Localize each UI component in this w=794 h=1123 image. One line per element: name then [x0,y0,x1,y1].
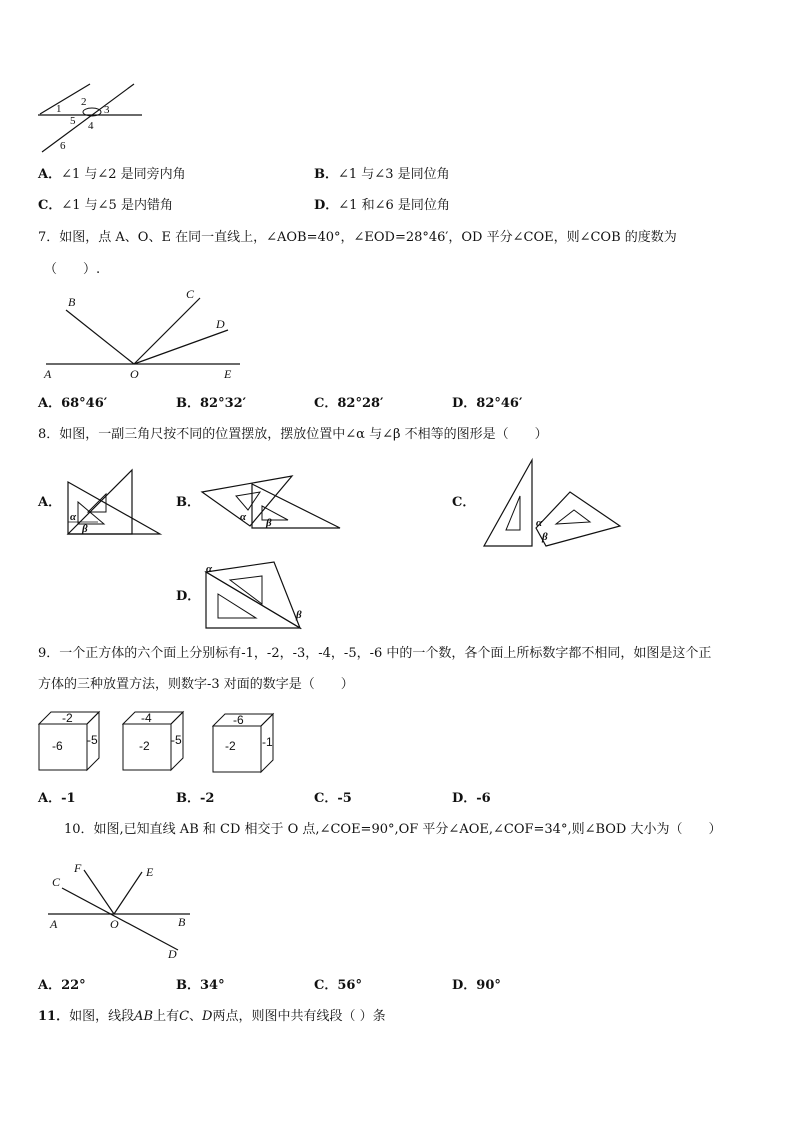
q10-option-a[interactable] [38,978,86,994]
q9-option-b[interactable] [176,791,214,807]
cube-1-front: -6 [52,739,63,753]
q7-label-a: A [44,367,52,381]
q8-figure-d[interactable] [200,558,310,632]
q11-stem [38,1009,386,1025]
option-key: B． [176,791,200,806]
q10-label-b: B [178,915,186,929]
q11-number: 11． [38,1009,70,1024]
q9-option-c[interactable] [314,791,352,807]
beta-label: β [266,517,272,529]
option-text: 56° [337,978,362,993]
q11-var-d: D [202,1009,213,1024]
option-key: A． [38,978,62,993]
q6-label-5: 5 [70,115,76,127]
q10-label-e: E [146,865,154,879]
option-key: C． [314,396,338,411]
cube-1-right: -5 [87,733,98,747]
option-text: 90° [476,978,501,993]
q10-label-a: A [50,917,58,931]
q11-var-c: C [179,1009,190,1024]
q10-option-d[interactable] [452,978,501,994]
option-key: A． [38,791,62,806]
cube-3-front: -2 [225,739,236,753]
q6-option-c[interactable] [38,198,173,214]
cube-1 [38,710,102,772]
option-key: D． [452,978,477,993]
q8-option-d-key[interactable]: D． [176,589,201,604]
q6-label-2: 2 [81,96,87,108]
alpha-label: α [240,511,247,523]
cube-2-right: -5 [171,733,182,747]
option-text: 82°28′ [337,396,384,411]
option-key: D． [452,791,477,806]
option-key: A． [38,167,62,182]
q10-figure [44,858,200,962]
option-key: C． [38,198,62,213]
option-text: ∠1 和∠6 是同位角 [338,198,450,213]
q11-text-3: 两点，则图中共有线段（ ）条 [212,1009,386,1024]
option-text: -5 [337,791,352,806]
q8-figure-b[interactable] [196,470,346,532]
q6-label-4: 4 [88,120,94,132]
option-text: ∠1 与∠3 是同位角 [338,167,450,182]
q6-figure [34,78,164,158]
q7-option-a[interactable] [38,396,107,412]
option-text: ∠1 与∠2 是同旁内角 [61,167,186,182]
option-text: 22° [61,978,86,993]
option-key: B． [176,978,200,993]
alpha-label: α [70,511,77,523]
q6-label-3: 3 [104,104,110,116]
option-key: D． [314,198,339,213]
q10-label-o: O [110,917,119,931]
q7-label-d: D [216,317,225,331]
q10-label-f: F [74,861,82,875]
q9-option-d[interactable] [452,791,491,807]
option-text: -2 [200,791,215,806]
q10-label-c: C [52,875,61,889]
option-text: ∠1 与∠5 是内错角 [61,198,173,213]
q7-option-d[interactable] [452,396,522,412]
q9-option-a[interactable] [38,791,76,807]
cube-2 [122,710,186,772]
q11-sep: 、 [189,1009,203,1024]
q8-option-b-key[interactable]: B． [176,495,200,510]
q9-stem: 9．一个正方体的六个面上分别标有-1，-2，-3，-4，-5，-6 中的一个数，各个面上所标数字都不相同，如图是这个正 [38,646,712,661]
q7-figure [40,286,250,382]
option-text: -1 [61,791,76,806]
q7-label-o: O [130,367,139,381]
cube-3-top: -6 [233,713,244,727]
option-key: C． [314,978,338,993]
q6-option-b[interactable] [314,167,450,183]
q7-stem-tail: （ ）. [44,262,101,277]
cube-2-top: -4 [141,711,152,725]
q7-stem: 7．如图，点 A、O、E 在同一直线上，∠AOB=40°，∠EOD=28°46′，OD 平分∠COE，则∠COB 的度数为 [38,230,677,245]
beta-label: β [542,531,548,543]
q8-figure-a[interactable] [64,468,164,538]
option-key: A． [38,396,62,411]
option-key: B． [176,396,200,411]
q6-option-a[interactable] [38,167,186,183]
q7-option-b[interactable] [176,396,246,412]
option-key: D． [452,396,477,411]
option-key: C． [314,791,338,806]
option-text: -6 [476,791,491,806]
q11-var-ab: AB [134,1009,154,1024]
cube-1-top: -2 [62,711,73,725]
q9-stem-tail: 方体的三种放置方法，则数字-3 对面的数字是（ ） [38,677,354,692]
beta-label: β [82,523,88,535]
cube-2-front: -2 [139,739,150,753]
q10-stem: 10．如图,已知直线 AB 和 CD 相交于 O 点,∠COE=90°,OF 平分∠AOE,∠COF=34°,则∠BOD 大小为（ ） [64,822,722,837]
q7-label-e: E [224,367,232,381]
option-text: 82°46′ [476,396,523,411]
q7-label-b: B [68,295,76,309]
q6-label-6: 6 [60,140,66,152]
option-text: 68°46′ [61,396,108,411]
q7-label-c: C [186,287,195,301]
q8-option-a-key[interactable]: A． [38,495,62,510]
q8-figure-c[interactable] [480,456,630,552]
q8-stem: 8．如图，一副三角尺按不同的位置摆放，摆放位置中∠α 与∠β 不相等的图形是（ ） [38,427,548,442]
option-text: 34° [200,978,225,993]
alpha-label: α [536,517,543,529]
q6-label-1: 1 [56,103,62,115]
q11-text-1: 如图，线段 [69,1009,135,1024]
q11-text-2: 上有 [153,1009,180,1024]
cube-3 [212,712,276,774]
option-text: 82°32′ [200,396,247,411]
q10-option-b[interactable] [176,978,225,994]
option-key: B． [314,167,338,182]
q10-option-c[interactable] [314,978,362,994]
q10-label-d: D [168,947,177,961]
beta-label: β [296,609,302,621]
q7-option-c[interactable] [314,396,383,412]
alpha-label: α [206,563,213,575]
q8-option-c-key[interactable]: C． [452,495,476,510]
cube-3-right: -1 [262,735,273,749]
q6-option-d[interactable] [314,198,450,214]
